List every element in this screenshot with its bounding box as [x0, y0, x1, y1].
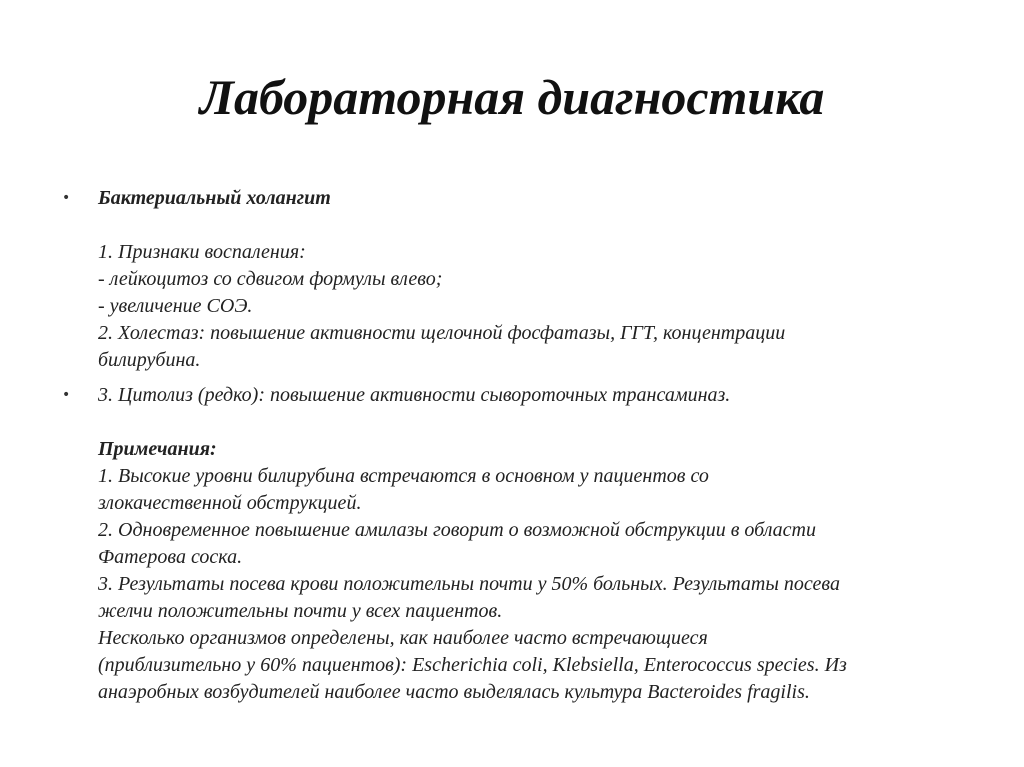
spacer — [98, 409, 962, 436]
text-line: (приблизительно у 60% пациентов): Escherichia coli, Klebsiella, Enterococcus species. Из — [98, 654, 847, 676]
bullet-heading: Бактериальный холангит — [98, 187, 331, 209]
text-line: Несколько организмов определены, как наиболее часто встречающиеся — [98, 627, 708, 649]
text-line: 3. Цитолиз (редко): повышение активности сывороточных трансаминаз. — [98, 384, 731, 406]
text-line: 2. Одновременное повышение амилазы говорит о возможной обструкции в области — [98, 519, 816, 541]
slide-content — [62, 185, 962, 706]
text-line: желчи положительны почти у всех пациентов. — [98, 600, 503, 622]
notes-heading: Примечания: — [98, 438, 217, 460]
text-line: 1. Признаки воспаления: — [98, 241, 306, 263]
text-line: - увеличение СОЭ. — [98, 295, 253, 317]
bullet-icon: • — [62, 387, 71, 403]
text-line: злокачественной обструкцией. — [98, 492, 362, 514]
bullet-icon: • — [62, 190, 71, 206]
text-line: анаэробных возбудителей наиболее часто выделялась культура Bacteroides fragilis. — [98, 681, 810, 703]
slide-title: Лабораторная диагностика — [199, 69, 825, 125]
bullet-cytolysis-notes — [62, 382, 962, 706]
text-line: 3. Результаты посева крови положительны почти у 50% больных. Результаты посева — [98, 573, 840, 595]
text-line: 1. Высокие уровни билирубина встречаются в основном у пациентов со — [98, 465, 709, 487]
text-line: - лейкоцитоз со сдвигом формулы влево; — [98, 268, 443, 290]
text-line: билирубина. — [98, 349, 201, 371]
text-line: 2. Холестаз: повышение активности щелочной фосфатазы, ГГТ, концентрации — [98, 322, 786, 344]
text-line: Фатерова соска. — [98, 546, 243, 568]
bullet-bacterial-cholangitis — [62, 185, 962, 374]
spacer — [98, 212, 962, 239]
